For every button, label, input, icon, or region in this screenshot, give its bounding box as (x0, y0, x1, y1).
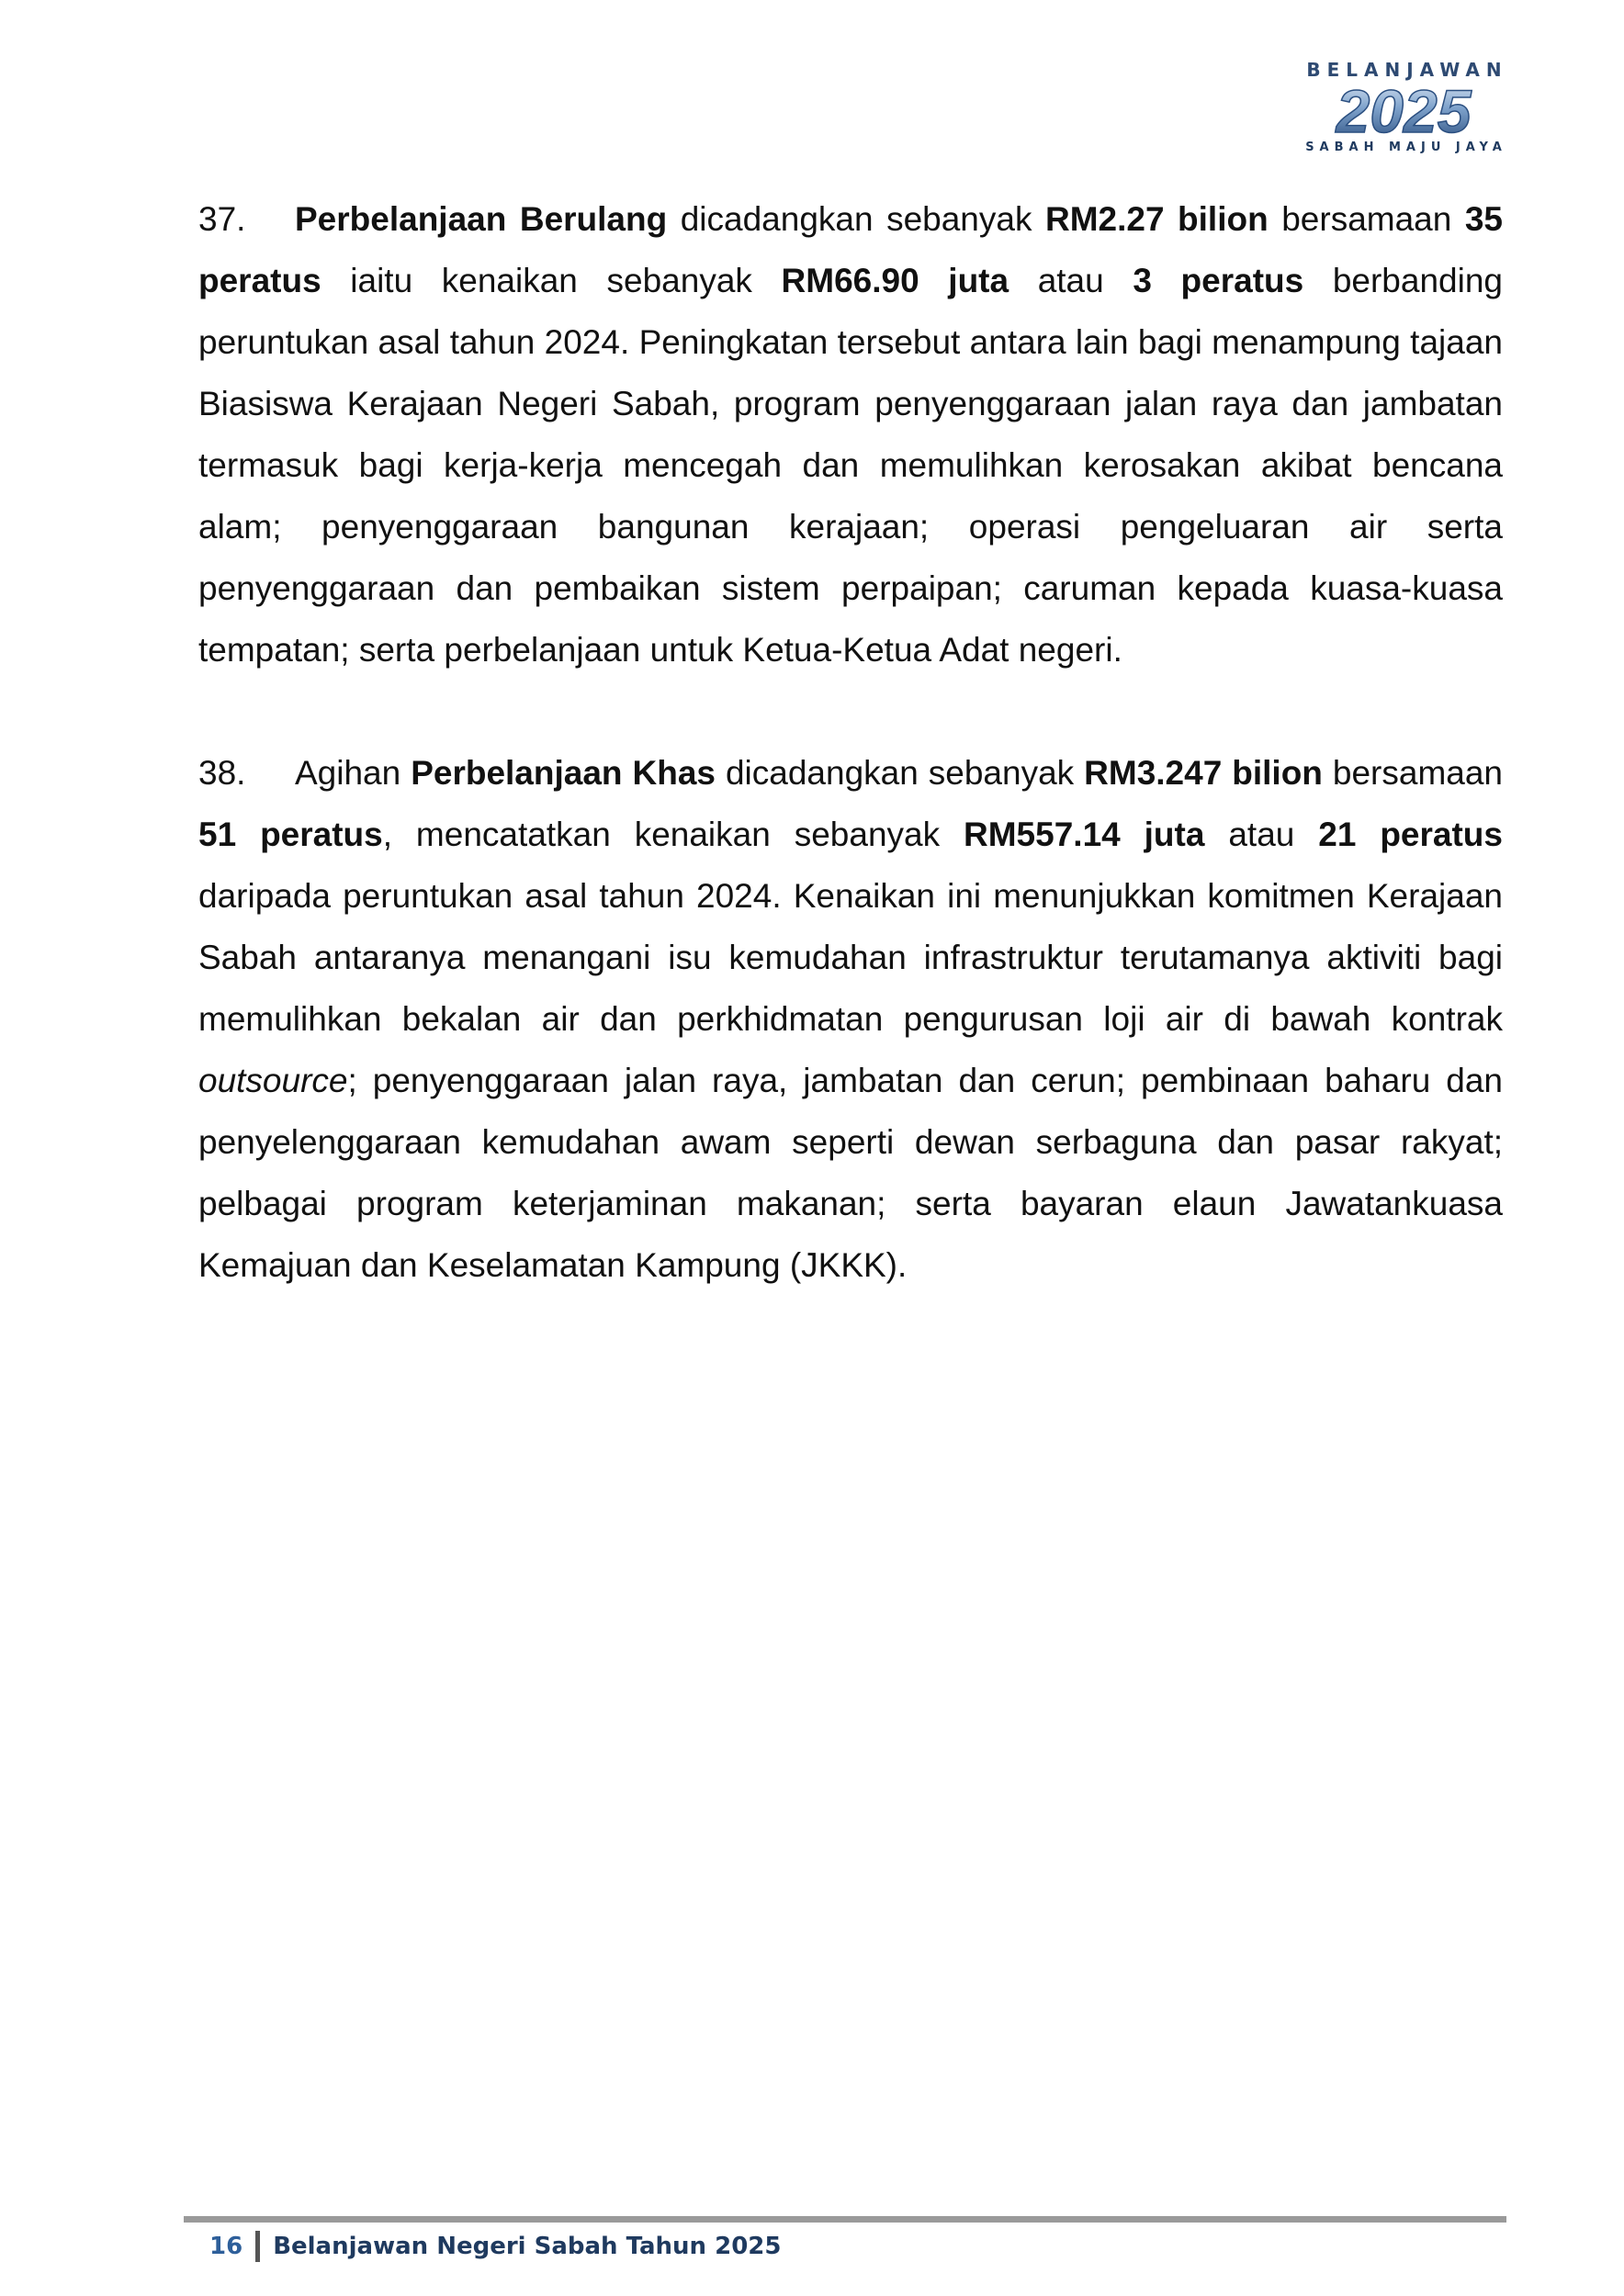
bold-text-run: RM557.14 juta (964, 816, 1205, 853)
bold-text-run: RM2.27 bilion (1044, 200, 1269, 238)
paragraph-number: 38. (198, 754, 246, 792)
text-run: bersamaan (1322, 754, 1504, 792)
bold-text-run: 21 peratus (1318, 816, 1503, 853)
logo-top-text: BELANJAWAN (1306, 59, 1508, 81)
text-run: dicadangkan sebanyak (667, 200, 1045, 238)
text-run: berbanding peruntukan asal tahun 2024. Peningkatan tersebut antara lain bagi menampung tajaan Biasiswa Kerajaan Negeri Sabah, program penyenggaraan jalan raya dan jambatan termasuk bagi kerja-kerja mencegah dan memulihkan kerosakan akibat bencana alam; penyenggaraan bangunan kerajaan; operasi pengeluaran air serta penyenggaraan dan pembaikan sistem perpaipan; caruman kepada kuasa-kuasa tempatan; serta perbelanjaan untuk Ketua-Ketua Adat negeri. (198, 262, 1503, 669)
paragraph-text (198, 754, 1503, 1284)
bold-text-run: RM66.90 juta (781, 262, 1009, 299)
footer-title: Belanjawan Negeri Sabah Tahun 2025 (273, 2233, 782, 2260)
text-run: atau (1009, 262, 1133, 299)
document-body (198, 188, 1503, 1296)
bold-text-run: 51 peratus (198, 816, 383, 853)
page-number: 16 (209, 2233, 243, 2260)
text-run: daripada peruntukan asal tahun 2024. Kenaikan ini menunjukkan komitmen Kerajaan Sabah antaranya menangani isu kemudahan infrastruktur terutamanya aktiviti bagi memulihkan bekalan air dan perkhidmatan pengurusan loji air di bawah kontrak (198, 877, 1503, 1038)
text-run: dicadangkan sebanyak (715, 754, 1085, 792)
bold-text-run: 3 peratus (1133, 262, 1304, 299)
logo-year-graphic (1298, 83, 1509, 140)
logo-year: 2025 (1336, 83, 1472, 140)
bold-text-run: RM3.247 bilion (1084, 754, 1323, 792)
logo-bottom-text: SABAH MAJU JAYA (1305, 141, 1507, 154)
paragraph-number: 37. (198, 200, 246, 238)
text-run: atau (1204, 816, 1319, 853)
paragraph-37 (198, 188, 1503, 681)
footer-separator (255, 2231, 260, 2262)
bold-text-run: Perbelanjaan Khas (411, 754, 716, 792)
text-run: , mencatatkan kenaikan sebanyak (382, 816, 964, 853)
budget-logo (1266, 57, 1541, 176)
paragraph-38 (198, 742, 1503, 1296)
bold-text-run: Perbelanjaan Berulang (295, 200, 668, 238)
bold-text-run: 35 peratus (198, 200, 1503, 299)
footer-rule (184, 2216, 1506, 2223)
italic-text-run: outsource (198, 1062, 348, 1099)
page-footer (209, 2230, 781, 2263)
text-run: ; penyenggaraan jalan raya, jambatan dan cerun; pembinaan baharu dan penyelenggaraan kemudahan awam seperti dewan serbaguna dan pasar rakyat; pelbagai program keterjaminan makanan; serta bayaran elaun Jawatankuasa Kemajuan dan Keselamatan Kampung (JKKK). (198, 1062, 1503, 1284)
text-run: Agihan (295, 754, 412, 792)
paragraph-text (198, 200, 1503, 669)
text-run: bersamaan (1268, 200, 1465, 238)
text-run: iaitu kenaikan sebanyak (321, 262, 782, 299)
